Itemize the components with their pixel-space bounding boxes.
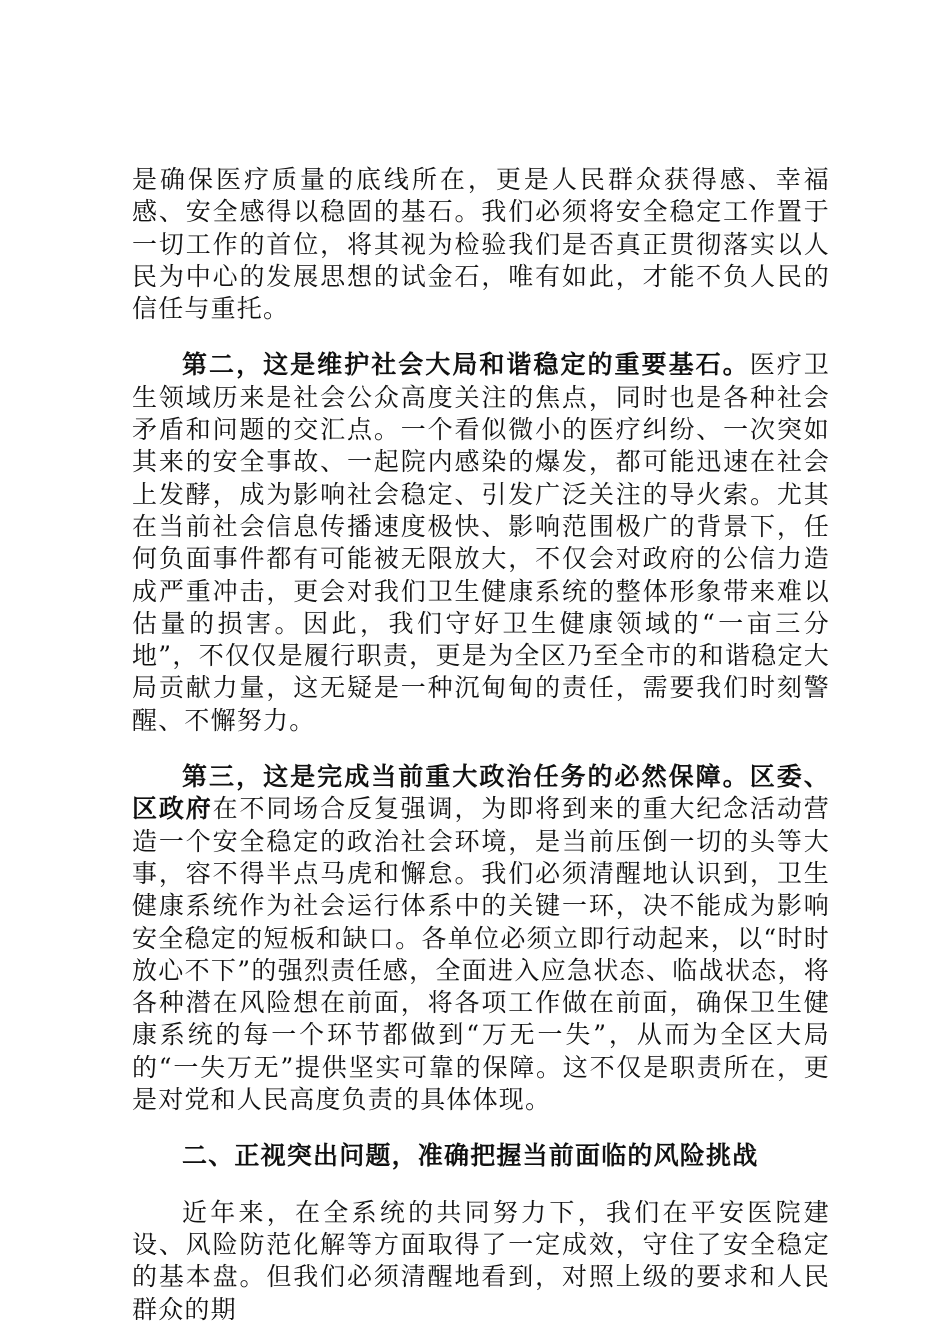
third-point-lead: 第三，这是完成当前重大政治任务的必然保障。区委、区政府 — [132, 762, 830, 824]
second-point-body: 医疗卫生领域历来是社会公众高度关注的焦点，同时也是各种社会矛盾和问题的交汇点。一个看似微小的医疗纠纷、一次突如其来的安全事故、一起院内感染的爆发，都可能迅速在社会上发酵，成为影响社会稳定、引发广泛关注的导火索。尤其在当前社会信息传播速度极快、影响范围极广的背景下，任何负面事件都有可能被无限放大，不仅会对政府的公信力造成严重冲击，更会对我们卫生健康系统的整体形象带来难以估量的损害。因此，我们守好卫生健康领域的“一亩三分地”，不仅仅是履行职责，更是为全区乃至全市的和谐稳定大局贡献力量，这无疑是一种沉甸甸的责任，需要我们时刻警醒、不懈努力。 — [132, 350, 831, 735]
paragraph-third-point — [132, 761, 830, 1116]
section-heading-two: 二、正视突出问题，准确把握当前面临的风险挑战 — [182, 1141, 759, 1171]
paragraph-continuation: 是确保医疗质量的底线所在，更是人民群众获得感、幸福感、安全感得以稳固的基石。我们必须将安全稳定工作置于一切工作的首位，将其视为检验我们是否真正贯彻落实以人民为中心的发展思想的试金石，唯有如此，才能不负人民的信任与重托。 — [132, 165, 830, 324]
document-body — [132, 164, 830, 1326]
second-point-lead: 第二，这是维护社会大局和谐稳定的重要基石。 — [182, 350, 750, 380]
third-point-body: 在不同场合反复强调，为即将到来的重大纪念活动营造一个安全稳定的政治社会环境，是当前压倒一切的头等大事，容不得半点马虎和懈怠。我们必须清醒地认识到，卫生健康系统作为社会运行体系中的关键一环，决不能成为影响安全稳定的短板和缺口。各单位必须立即行动起来，以“时时放心不下”的强烈责任感，全面进入应急状态、临战状态，将各种潜在风险想在前面，将各项工作做在前面，确保卫生健康系统的每一个环节都做到“万无一失”，从而为全区大局的“一失万无”提供坚实可靠的保障。这不仅是职责所在，更是对党和人民高度负责的具体体现。 — [132, 794, 830, 1115]
paragraph-second-point — [132, 349, 830, 737]
paragraph-section-two-intro: 近年来，在全系统的共同努力下，我们在平安医院建设、风险防范化解等方面取得了一定成效，守住了安全稳定的基本盘。但我们必须清醒地看到，对照上级的要求和人民群众的期 — [132, 1197, 830, 1324]
